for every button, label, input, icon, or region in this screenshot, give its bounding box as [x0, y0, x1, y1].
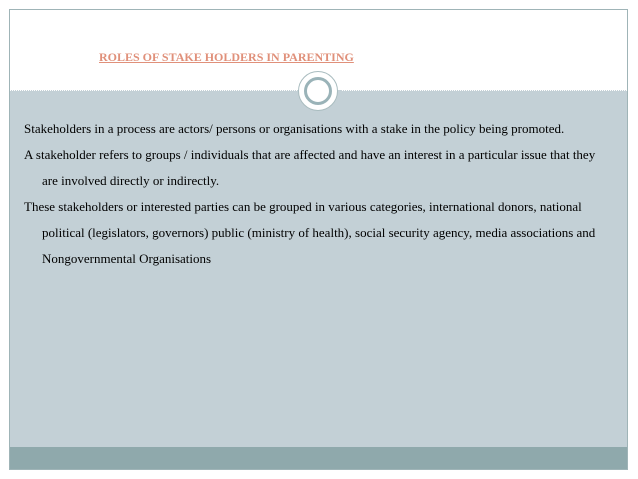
paragraph-3: These stakeholders or interested parties can be grouped in various categories, international donors, national political (legislators, governors) public (ministry of health), social security agency, media associations and Nongovernmental Organisations: [24, 199, 596, 266]
slide-content: [24, 116, 614, 272]
circle-ornament-icon: [298, 71, 338, 111]
paragraph-1: Stakeholders in a process are actors/ persons or organisations with a stake in the policy being promoted.: [24, 121, 565, 136]
divider-left: [10, 90, 297, 91]
paragraph-2: A stakeholder refers to groups / individuals that are affected and have an interest in a particular issue that they are involved directly or indirectly.: [24, 147, 596, 188]
slide-title: ROLES OF STAKE HOLDERS IN PARENTING: [99, 50, 354, 64]
slide: [9, 9, 628, 470]
divider-right: [342, 90, 628, 91]
circle-ornament-inner: [304, 77, 332, 105]
footer-bar: [10, 447, 627, 469]
